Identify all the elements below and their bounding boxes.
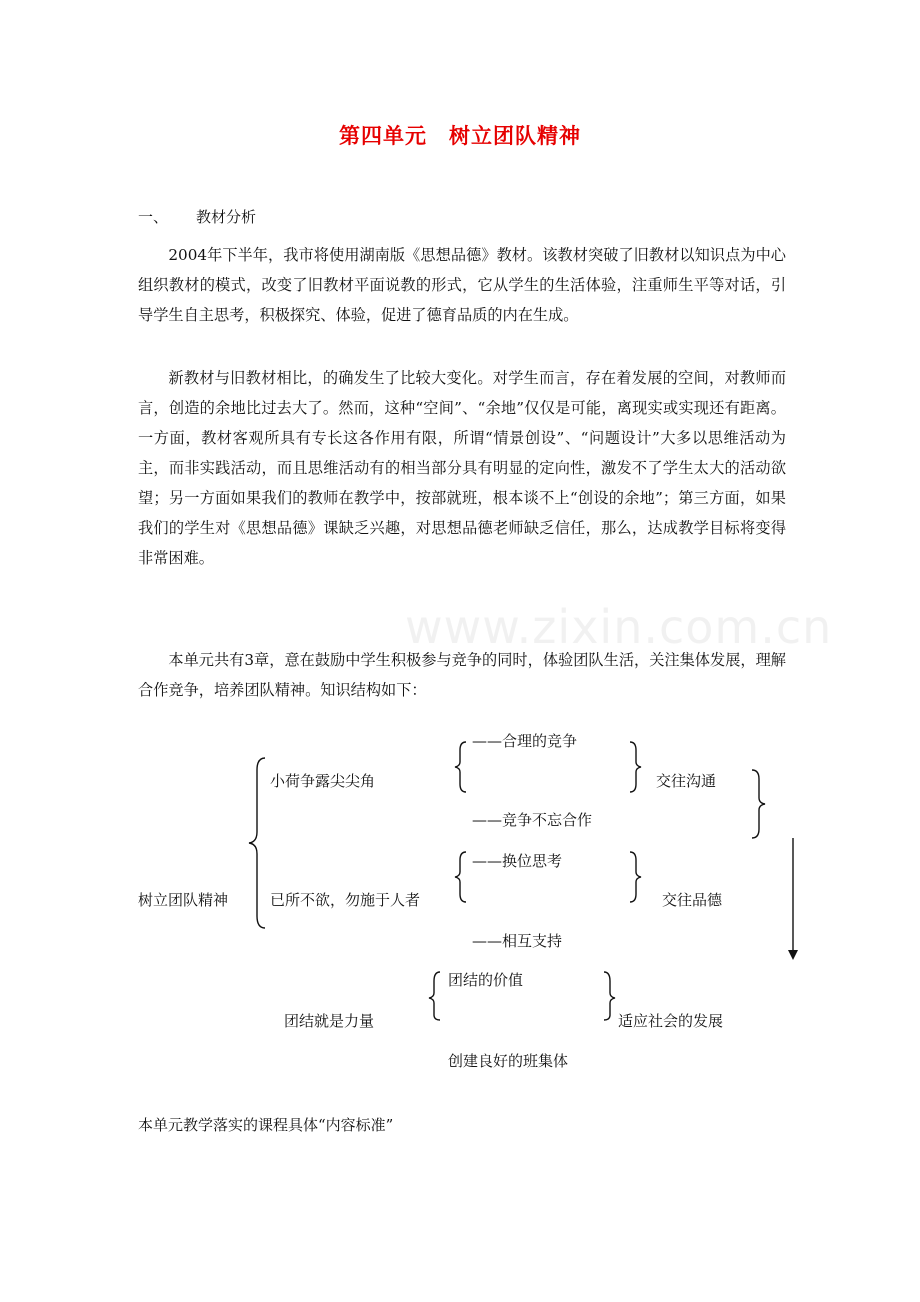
- ch3-right-brace: [604, 972, 615, 1020]
- diagram-root: 树立团队精神: [138, 891, 229, 909]
- paragraph-1: 2004年下半年，我市将使用湖南版《思想品德》教材。该教材突破了旧教材以知识点为中心组织教材的模式，改变了旧教材平面说教的形式，它从学生的生活体验，注重师生平等对话，引导学生自主思考，积极探究、体验，促进了德育品质的内在生成。: [138, 246, 786, 324]
- ch2-left-brace: [455, 852, 466, 902]
- paragraph-2: 新教材与旧教材相比，的确发生了比较大变化。对学生而言，存在着发展的空间，对教师而言，创造的余地比过去大了。然而，这种“空间”、“余地”仅仅是可能，离现实或实现还有距离。一方面，教材客观所具有专长这各作用有限，所谓“情景创设”、“问题设计”大多以思维活动为主，而非实践活动，而且思维活动有的相当部分具有明显的定向性，激发不了学生太大的活动欲望；另一方面如果我们的教师在教学中，按部就班，根本谈不上“创设的余地”；第三方面，如果我们的学生对《思想品德》课缺乏兴趣，对思想品德老师缺乏信任，那么，达成教学目标将变得非常困难。: [138, 369, 786, 567]
- outer-right-brace: [752, 770, 765, 838]
- diagram-chapter-1: 小荷争露尖尖角: [270, 772, 376, 790]
- paragraph-3: 本单元共有3章，意在鼓励中学生积极参与竞争的同时，体验团队生活，关注集体发展，理解合作竞争，培养团队精神。知识结构如下：: [138, 651, 786, 699]
- page-title: 第四单元 树立团队精神: [339, 124, 581, 148]
- watermark: www.zixin.com.cn: [405, 600, 833, 654]
- closing-line: 本单元教学落实的课程具体“内容标准”: [138, 1116, 394, 1134]
- diagram-ch3-item-2: 创建良好的班集体: [448, 1052, 569, 1070]
- diagram-ch1-item-1: ——合理的竞争: [472, 732, 578, 750]
- diagram-ch3-result: 适应社会的发展: [618, 1012, 724, 1030]
- ch1-left-brace: [455, 742, 466, 792]
- flow-arrow-head: [788, 950, 798, 960]
- diagram-ch2-item-1: ——换位思考: [472, 852, 563, 870]
- root-left-brace: [249, 758, 265, 928]
- section-number: 一、: [138, 208, 169, 226]
- diagram-chapter-3: 团结就是力量: [284, 1012, 375, 1030]
- ch2-right-brace: [630, 852, 641, 902]
- diagram-ch3-item-1: 团结的价值: [448, 971, 524, 989]
- diagram-ch2-item-2: ——相互支持: [472, 932, 563, 950]
- ch3-left-brace: [429, 972, 440, 1020]
- diagram-ch1-result: 交往沟通: [656, 772, 717, 790]
- diagram-ch1-item-2: ——竞争不忘合作: [472, 811, 593, 829]
- diagram-chapter-2: 已所不欲，勿施于人者: [270, 891, 421, 909]
- ch1-right-brace: [630, 742, 641, 792]
- diagram-ch2-result: 交往品德: [662, 891, 723, 909]
- section-title: 教材分析: [196, 208, 257, 226]
